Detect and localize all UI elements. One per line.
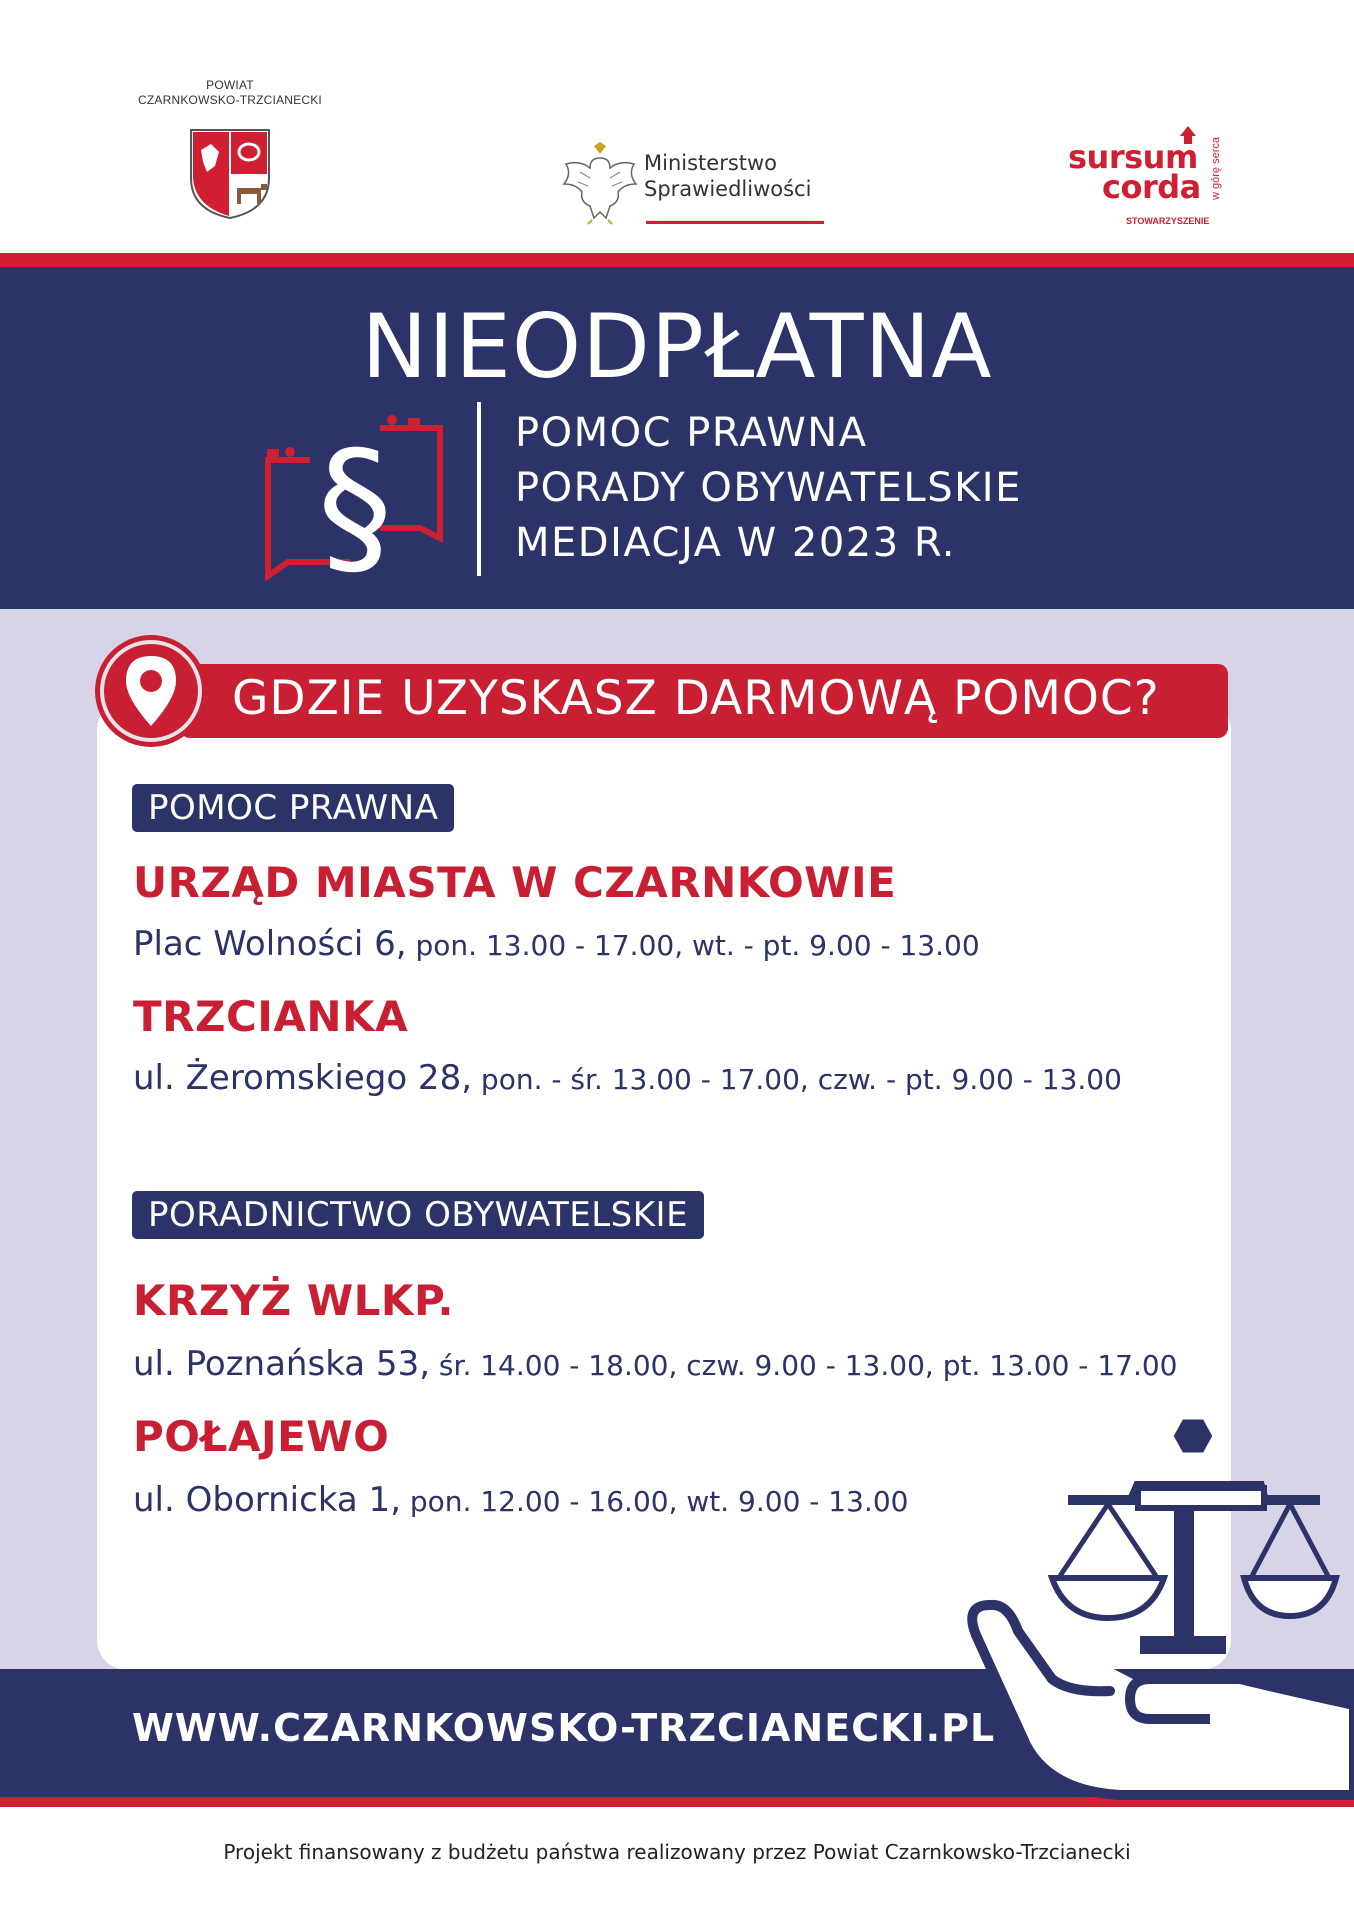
svg-text:§: § — [317, 420, 393, 588]
coat-of-arms-icon — [187, 126, 273, 220]
address-text: Plac Wolności 6, — [133, 924, 407, 964]
place-name-czarnkow: URZĄD MIASTA W CZARNKOWIE — [133, 858, 897, 907]
banner-divider — [477, 402, 481, 576]
corda-word: corda — [1102, 168, 1201, 206]
sursum-word: sursum — [1068, 138, 1198, 176]
place-name-trzcianka: TRZCIANKA — [133, 992, 409, 1041]
banner-line-mediation: MEDIACJA W 2023 R. — [515, 520, 957, 566]
ministry-name-2: Sprawiedliwości — [644, 177, 812, 201]
section-tag-civic-advice: PORADNICTWO OBYWATELSKIE — [132, 1191, 704, 1239]
hand-icon — [960, 1595, 1354, 1825]
place-address-czarnkow — [133, 924, 980, 964]
sursum-motto: w górę serca — [1210, 137, 1222, 200]
hours-text: pon. - śr. 13.00 - 17.00, czw. - pt. 9.00 - 13.00 — [472, 1063, 1122, 1096]
place-name-polajewo: POŁAJEWO — [133, 1412, 390, 1461]
sursum-corda-logo — [1060, 120, 1240, 230]
place-address-krzyz — [133, 1344, 1177, 1384]
address-text: ul. Żeromskiego 28, — [133, 1058, 473, 1098]
powiat-caption-2: CZARNKOWSKO-TRZCIANECKI — [138, 93, 322, 107]
top-red-stripe — [0, 253, 1354, 267]
ministry-flag-line — [646, 220, 824, 224]
banner-line-legal-aid: POMOC PRAWNA — [515, 410, 868, 456]
address-text: ul. Poznańska 53, — [133, 1344, 431, 1384]
powiat-caption-1: POWIAT — [206, 78, 254, 92]
where-heading: GDZIE UZYSKASZ DARMOWĄ POMOC? — [232, 671, 1160, 726]
location-pin-icon — [94, 634, 208, 748]
paragraph-speech-icon — [260, 398, 450, 588]
hours-text: pon. 13.00 - 17.00, wt. - pt. 9.00 - 13.00 — [406, 929, 980, 962]
website-link[interactable]: WWW.CZARNKOWSKO-TRZCIANECKI.PL — [132, 1706, 996, 1750]
ministry-name-1: Ministerstwo — [644, 151, 778, 175]
hours-text: śr. 14.00 - 18.00, czw. 9.00 - 13.00, pt. 13.00 - 17.00 — [430, 1349, 1178, 1382]
polish-eagle-icon — [560, 140, 640, 226]
hours-text: pon. 12.00 - 16.00, wt. 9.00 - 13.00 — [401, 1485, 909, 1518]
powiat-logo — [130, 78, 330, 220]
place-name-krzyz: KRZYŻ WLKP. — [133, 1276, 454, 1325]
ministry-logo — [560, 140, 830, 230]
place-address-trzcianka — [133, 1058, 1122, 1098]
banner-line-civic-advice: PORADY OBYWATELSKIE — [515, 465, 1022, 511]
sursum-org: STOWARZYSZENIE — [1126, 216, 1210, 226]
section-tag-legal-aid: POMOC PRAWNA — [132, 784, 454, 832]
footer-funding-note: Projekt finansowany z budżetu państwa realizowany przez Powiat Czarnkowsko-Trzcianecki — [223, 1840, 1131, 1864]
address-text: ul. Obornicka 1, — [133, 1480, 401, 1520]
page-title: NIEODPŁATNA — [361, 295, 993, 398]
place-address-polajewo — [133, 1480, 908, 1520]
